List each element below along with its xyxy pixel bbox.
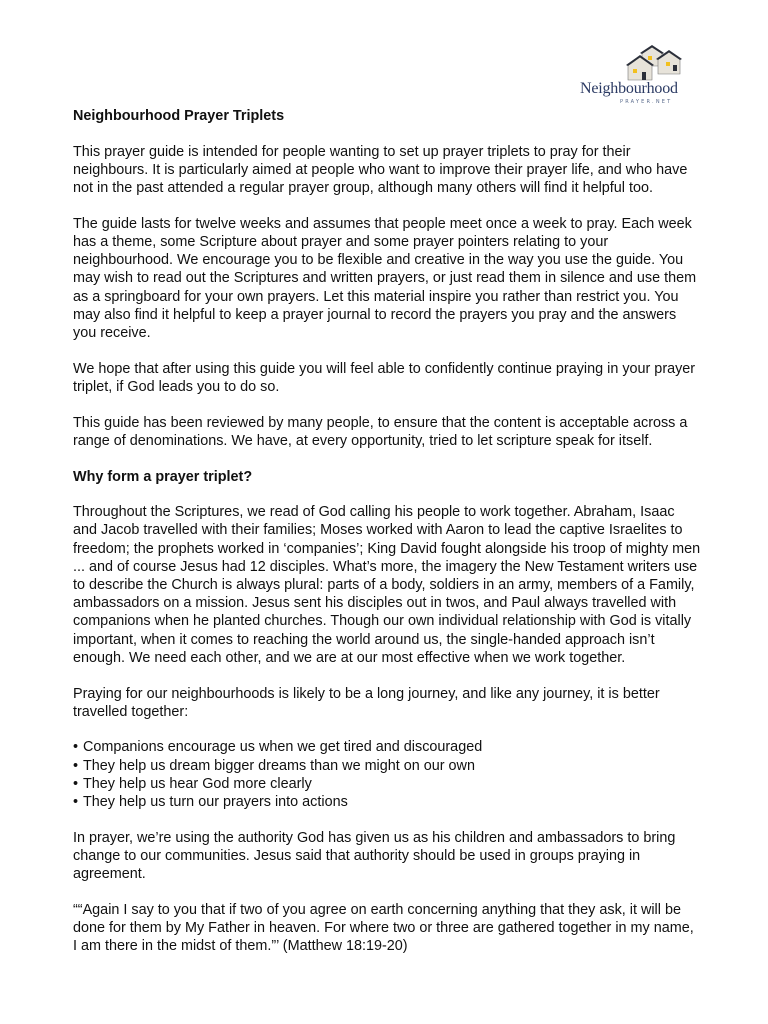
list-item-text: They help us dream bigger dreams than we might on our own	[83, 757, 475, 774]
list-item-text: They help us turn our prayers into actions	[83, 794, 348, 811]
list-item	[73, 738, 701, 756]
bullet-glyph: •	[73, 775, 79, 792]
section-heading: Why form a prayer triplet?	[73, 468, 253, 485]
logo-wordmark: Neighbourhood	[580, 80, 678, 97]
benefits-list	[73, 738, 701, 811]
intro-paragraph-2: The guide lasts for twelve weeks and assumes that people meet once a week to pray. Each week has a theme, some Scripture about prayer and some prayer pointers relating to your neighbourhood. We encourage you to be flexible and creative in the way you use the guide. You may wish to read out the Scriptures and written prayers, or just read them in silence and use them as a springboard for your own prayers. Let this material inspire you rather than restrict you. You may also find it helpful to keep a prayer journal to record the prayers you pray and the answers you receive.	[73, 215, 697, 342]
scripture-quote: ““Again I say to you that if two of you agree on earth concerning anything that they ask, it will be done for them by My Father in heaven. For where two or three are gathered together in my name, I am there in the midst of them.”’ (Matthew 18:19-20)	[73, 901, 694, 955]
list-item	[73, 775, 701, 793]
section-paragraph-1: Throughout the Scriptures, we read of God calling his people to work together. Abraham, Isaac and Jacob travelled with their families; Moses worked with Aaron to lead the captive Israelites to freedom; the prophets worked in ‘companies’; King David fought alongside his troop of mighty men ... and of course Jesus had 12 disciples. What’s more, the imagery the New Testament writers use to describe the Church is always plural: parts of a body, soldiers in an army, members of a Family, ambassadors on a mission. Jesus sent his disciples out in twos, and Paul always travelled with companions when he planted churches. Though our own individual relationship with God is vitally important, when it comes to reaching the world around us, the single-handed approach isn’t enough. We need each other, and we are at our most effective when we work together.	[73, 504, 701, 666]
bullet-glyph: •	[73, 794, 79, 811]
document-body	[73, 107, 701, 973]
neighbourhood-prayer-logo	[580, 44, 696, 106]
intro-paragraph-4: This guide has been reviewed by many people, to ensure that the content is acceptable across a range of denominations. We have, at every opportunity, tried to let scripture speak for itself.	[73, 414, 688, 449]
section-paragraph-2: Praying for our neighbourhoods is likely to be a long journey, and like any journey, it is better travelled together:	[73, 685, 660, 720]
list-item	[73, 757, 701, 775]
bullet-glyph: •	[73, 757, 79, 774]
logo-subtitle: PRAYER.NET	[620, 99, 673, 105]
intro-paragraph-3: We hope that after using this guide you will feel able to confidently continue praying in your prayer triplet, if God leads you to do so.	[73, 360, 696, 395]
closing-paragraph-1: In prayer, we’re using the authority God has given us as his children and ambassadors to bring change to our communities. Jesus said that authority should be used in groups praying in agreement.	[73, 829, 676, 883]
houses-icon	[624, 44, 684, 84]
intro-paragraph-1: This prayer guide is intended for people wanting to set up prayer triplets to pray for their neighbours. It is particularly aimed at people who want to improve their prayer life, and who have not in the past attended a regular prayer group, although many others will find it helpful too.	[73, 143, 688, 197]
list-item	[73, 793, 701, 811]
list-item-text: Companions encourage us when we get tired and discouraged	[83, 739, 483, 756]
document-title: Neighbourhood Prayer Triplets	[73, 108, 285, 124]
bullet-glyph: •	[73, 739, 79, 756]
list-item-text: They help us hear God more clearly	[83, 775, 312, 792]
